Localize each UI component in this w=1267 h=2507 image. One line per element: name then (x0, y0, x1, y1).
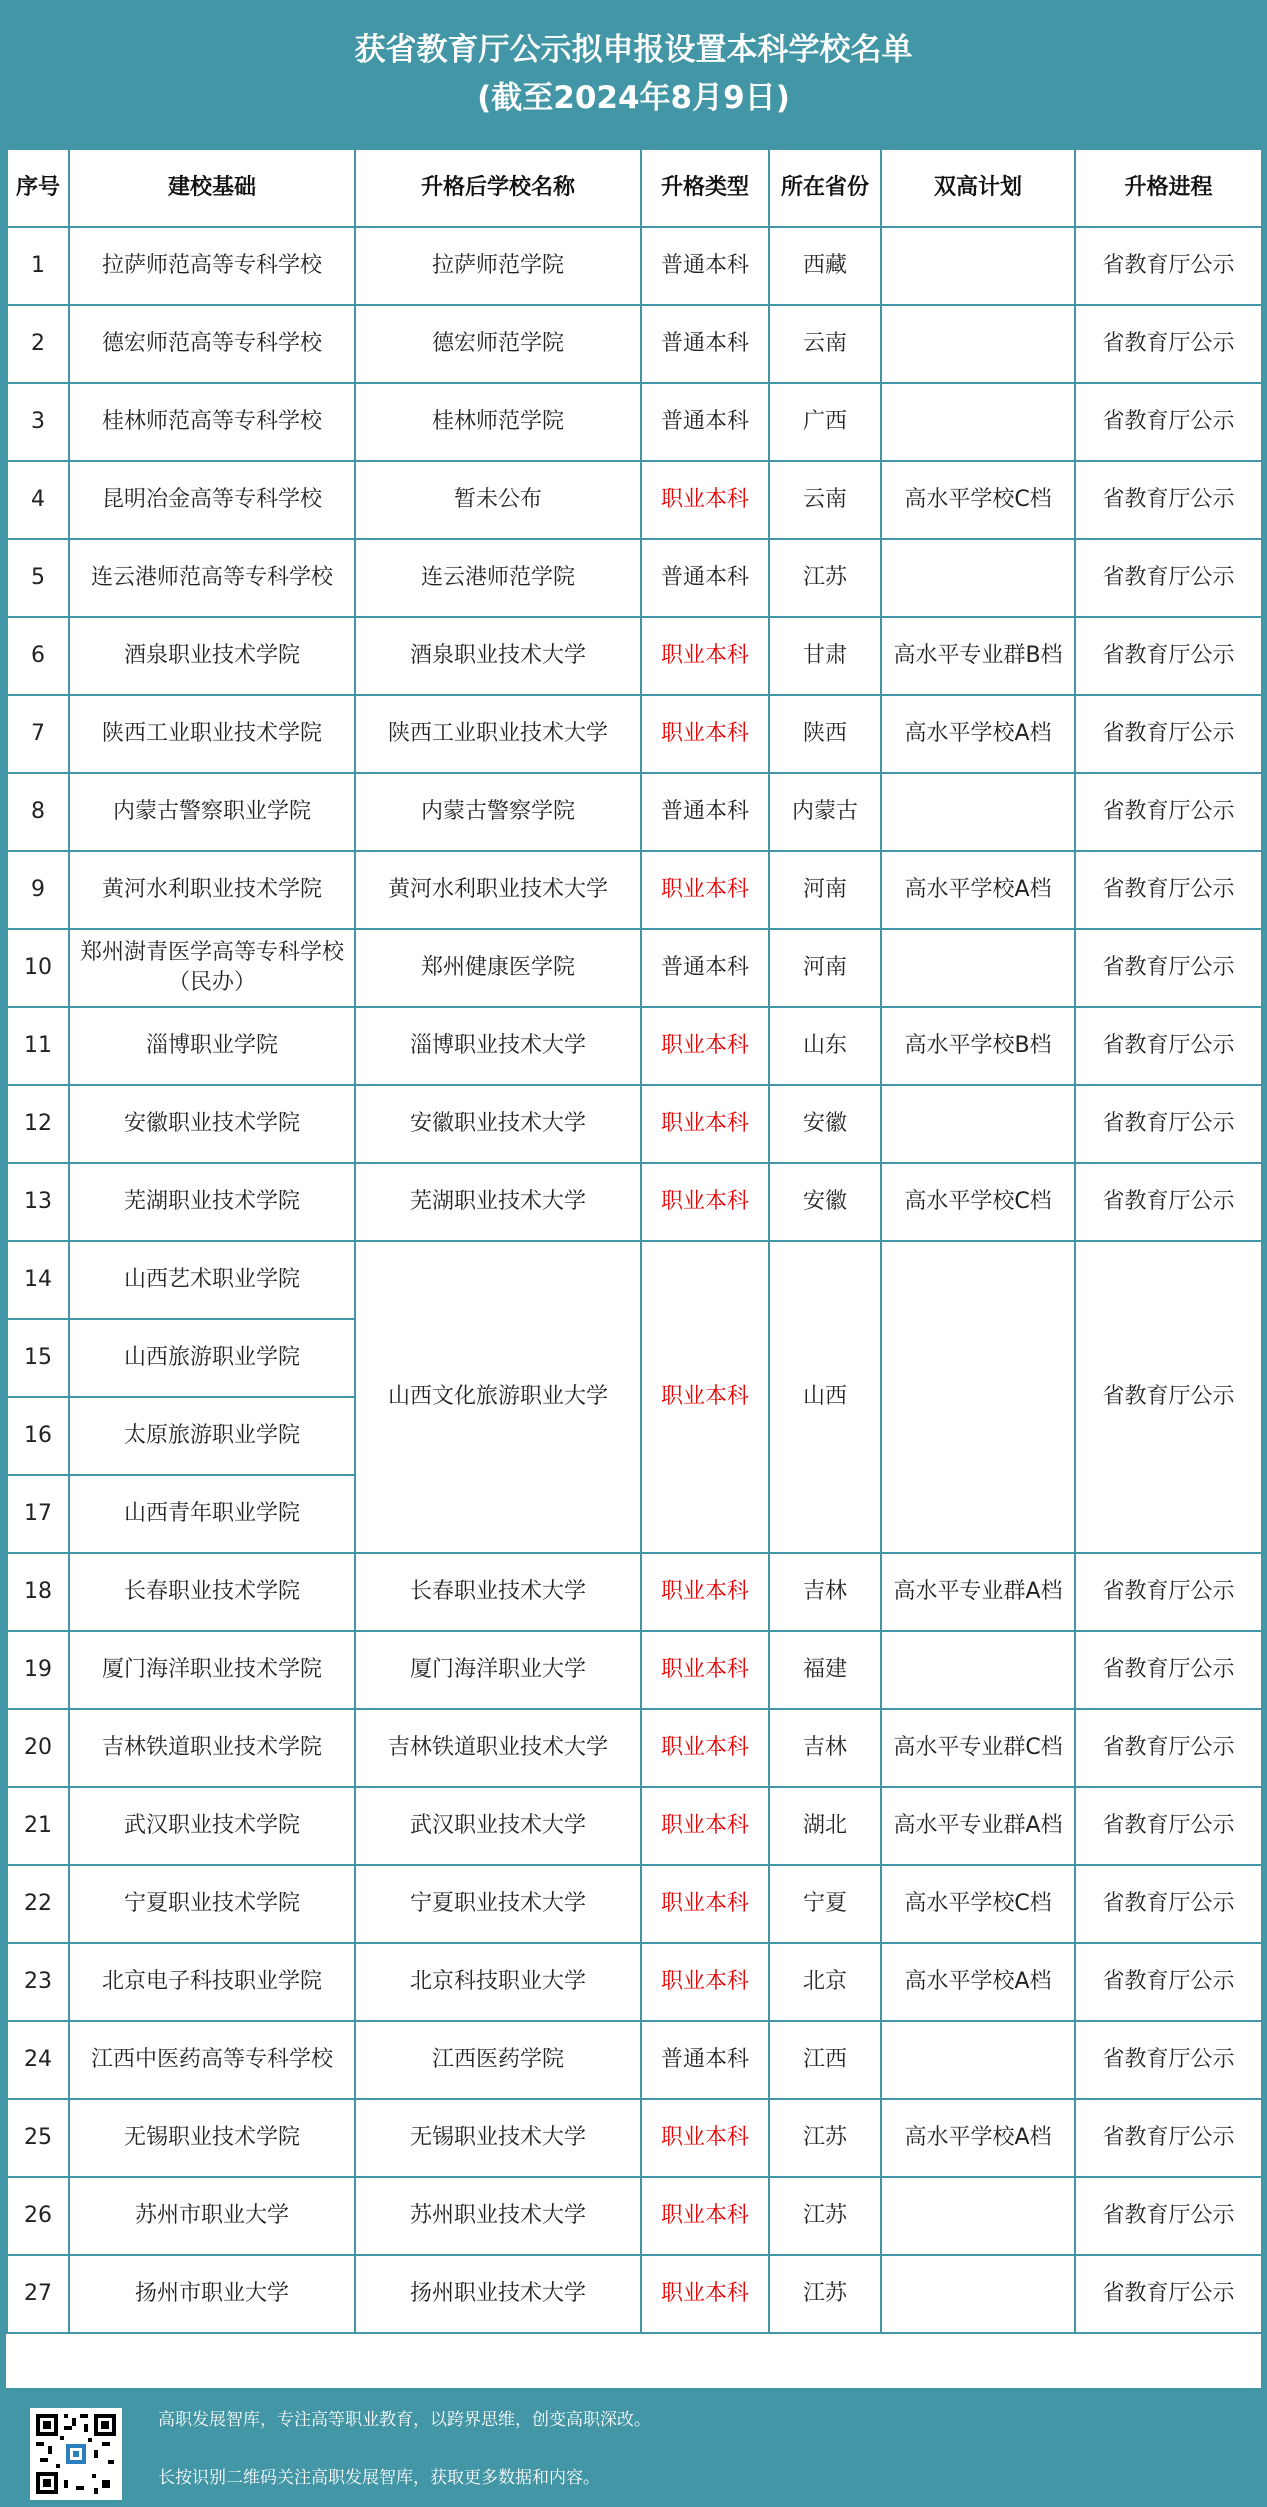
row-no: 3 (7, 383, 69, 461)
row-base: 无锡职业技术学院 (69, 2099, 355, 2177)
row-province: 山西 (769, 1241, 881, 1553)
row-province: 北京 (769, 1943, 881, 2021)
row-new-name: 黄河水利职业技术大学 (355, 851, 641, 929)
row-no: 4 (7, 461, 69, 539)
row-no: 7 (7, 695, 69, 773)
row-plan: 高水平学校A档 (881, 695, 1075, 773)
table-row (7, 1553, 1262, 1631)
table-row (7, 695, 1262, 773)
table-row (7, 2021, 1262, 2099)
row-base: 山西青年职业学院 (69, 1475, 355, 1553)
row-plan (881, 2255, 1075, 2333)
table-row (7, 929, 1262, 1007)
row-progress: 省教育厅公示 (1075, 1007, 1262, 1085)
row-no: 24 (7, 2021, 69, 2099)
row-type: 职业本科 (641, 1631, 769, 1709)
row-new-name: 厦门海洋职业大学 (355, 1631, 641, 1709)
table-container (6, 148, 1261, 2388)
table-row (7, 1787, 1262, 1865)
row-type: 职业本科 (641, 1943, 769, 2021)
row-base: 连云港师范高等专科学校 (69, 539, 355, 617)
row-progress: 省教育厅公示 (1075, 773, 1262, 851)
row-plan (881, 227, 1075, 305)
header-type: 升格类型 (641, 149, 769, 227)
row-province: 吉林 (769, 1709, 881, 1787)
row-base: 德宏师范高等专科学校 (69, 305, 355, 383)
row-base: 安徽职业技术学院 (69, 1085, 355, 1163)
table-row (7, 773, 1262, 851)
page-title (0, 0, 1267, 148)
row-base: 苏州市职业大学 (69, 2177, 355, 2255)
row-no: 23 (7, 1943, 69, 2021)
row-plan (881, 1631, 1075, 1709)
header-no: 序号 (7, 149, 69, 227)
row-no: 13 (7, 1163, 69, 1241)
row-base: 桂林师范高等专科学校 (69, 383, 355, 461)
row-progress: 省教育厅公示 (1075, 1787, 1262, 1865)
row-no: 8 (7, 773, 69, 851)
row-no: 15 (7, 1319, 69, 1397)
row-type: 职业本科 (641, 2255, 769, 2333)
row-no: 17 (7, 1475, 69, 1553)
table-row (7, 1709, 1262, 1787)
row-progress: 省教育厅公示 (1075, 539, 1262, 617)
row-progress: 省教育厅公示 (1075, 1709, 1262, 1787)
row-no: 26 (7, 2177, 69, 2255)
row-base: 内蒙古警察职业学院 (69, 773, 355, 851)
row-plan: 高水平专业群B档 (881, 617, 1075, 695)
row-progress: 省教育厅公示 (1075, 2177, 1262, 2255)
row-type: 普通本科 (641, 539, 769, 617)
row-province: 福建 (769, 1631, 881, 1709)
row-no: 22 (7, 1865, 69, 1943)
row-new-name: 武汉职业技术大学 (355, 1787, 641, 1865)
row-new-name: 拉萨师范学院 (355, 227, 641, 305)
row-province: 湖北 (769, 1787, 881, 1865)
row-new-name: 无锡职业技术大学 (355, 2099, 641, 2177)
row-base: 宁夏职业技术学院 (69, 1865, 355, 1943)
row-new-name: 苏州职业技术大学 (355, 2177, 641, 2255)
title-line-1: 获省教育厅公示拟申报设置本科学校名单 (354, 32, 913, 68)
table-row (7, 2255, 1262, 2333)
table-row (7, 1085, 1262, 1163)
row-base: 扬州市职业大学 (69, 2255, 355, 2333)
row-base: 山西艺术职业学院 (69, 1241, 355, 1319)
table-row (7, 1241, 1262, 1319)
row-base: 芜湖职业技术学院 (69, 1163, 355, 1241)
table-row (7, 461, 1262, 539)
footer-line-1: 高职发展智库，专注高等职业教育，以跨界思维，创变高职深改。 (158, 2410, 651, 2430)
row-no: 12 (7, 1085, 69, 1163)
row-plan: 高水平学校B档 (881, 1007, 1075, 1085)
row-base: 山西旅游职业学院 (69, 1319, 355, 1397)
table-body (7, 227, 1262, 2333)
row-base: 厦门海洋职业技术学院 (69, 1631, 355, 1709)
row-base: 陕西工业职业技术学院 (69, 695, 355, 773)
row-base: 太原旅游职业学院 (69, 1397, 355, 1475)
row-plan: 高水平学校C档 (881, 461, 1075, 539)
table-row (7, 1163, 1262, 1241)
row-new-name: 德宏师范学院 (355, 305, 641, 383)
row-province: 云南 (769, 305, 881, 383)
row-new-name: 吉林铁道职业技术大学 (355, 1709, 641, 1787)
table-header-row (7, 149, 1262, 227)
row-base: 淄博职业学院 (69, 1007, 355, 1085)
table-row (7, 227, 1262, 305)
table-row (7, 1865, 1262, 1943)
row-new-name: 芜湖职业技术大学 (355, 1163, 641, 1241)
row-no: 10 (7, 929, 69, 1007)
row-progress: 省教育厅公示 (1075, 929, 1262, 1007)
row-base: 郑州澍青医学高等专科学校（民办） (69, 929, 355, 1007)
row-type: 职业本科 (641, 1709, 769, 1787)
row-base: 长春职业技术学院 (69, 1553, 355, 1631)
row-base: 北京电子科技职业学院 (69, 1943, 355, 2021)
row-new-name: 北京科技职业大学 (355, 1943, 641, 2021)
row-no: 14 (7, 1241, 69, 1319)
row-new-name: 暂未公布 (355, 461, 641, 539)
table-row (7, 2177, 1262, 2255)
row-no: 19 (7, 1631, 69, 1709)
row-no: 21 (7, 1787, 69, 1865)
row-type: 职业本科 (641, 2177, 769, 2255)
row-type: 普通本科 (641, 773, 769, 851)
header-base: 建校基础 (69, 149, 355, 227)
row-province: 江苏 (769, 539, 881, 617)
row-type: 职业本科 (641, 1865, 769, 1943)
row-new-name: 江西医药学院 (355, 2021, 641, 2099)
row-progress: 省教育厅公示 (1075, 1865, 1262, 1943)
row-no: 5 (7, 539, 69, 617)
row-new-name: 山西文化旅游职业大学 (355, 1241, 641, 1553)
row-type: 普通本科 (641, 2021, 769, 2099)
row-plan (881, 1085, 1075, 1163)
table-row (7, 1007, 1262, 1085)
row-province: 江西 (769, 2021, 881, 2099)
row-plan: 高水平专业群C档 (881, 1709, 1075, 1787)
title-line-2: (截至2024年8月9日) (477, 80, 790, 116)
header-progress: 升格进程 (1075, 149, 1262, 227)
row-progress: 省教育厅公示 (1075, 1241, 1262, 1553)
row-progress: 省教育厅公示 (1075, 383, 1262, 461)
row-plan: 高水平学校A档 (881, 1943, 1075, 2021)
row-new-name: 郑州健康医学院 (355, 929, 641, 1007)
row-plan (881, 305, 1075, 383)
schools-table (6, 148, 1263, 2334)
row-plan (881, 1241, 1075, 1553)
row-province: 河南 (769, 851, 881, 929)
row-base: 昆明冶金高等专科学校 (69, 461, 355, 539)
row-type: 职业本科 (641, 1241, 769, 1553)
row-progress: 省教育厅公示 (1075, 2255, 1262, 2333)
row-new-name: 扬州职业技术大学 (355, 2255, 641, 2333)
row-plan: 高水平学校A档 (881, 851, 1075, 929)
row-province: 江苏 (769, 2255, 881, 2333)
row-progress: 省教育厅公示 (1075, 1631, 1262, 1709)
row-type: 职业本科 (641, 851, 769, 929)
row-type: 普通本科 (641, 929, 769, 1007)
row-progress: 省教育厅公示 (1075, 227, 1262, 305)
header-province: 所在省份 (769, 149, 881, 227)
row-province: 吉林 (769, 1553, 881, 1631)
row-type: 普通本科 (641, 227, 769, 305)
table-row (7, 305, 1262, 383)
row-plan (881, 383, 1075, 461)
table-row (7, 851, 1262, 929)
row-province: 内蒙古 (769, 773, 881, 851)
row-base: 武汉职业技术学院 (69, 1787, 355, 1865)
row-plan (881, 2177, 1075, 2255)
row-type: 职业本科 (641, 617, 769, 695)
row-progress: 省教育厅公示 (1075, 1553, 1262, 1631)
row-new-name: 连云港师范学院 (355, 539, 641, 617)
row-base: 酒泉职业技术学院 (69, 617, 355, 695)
table-row (7, 617, 1262, 695)
row-province: 山东 (769, 1007, 881, 1085)
row-progress: 省教育厅公示 (1075, 1163, 1262, 1241)
row-no: 16 (7, 1397, 69, 1475)
table-row (7, 2099, 1262, 2177)
row-no: 1 (7, 227, 69, 305)
row-province: 西藏 (769, 227, 881, 305)
row-province: 安徽 (769, 1163, 881, 1241)
footer-line-2: 长按识别二维码关注高职发展智库，获取更多数据和内容。 (158, 2468, 600, 2488)
row-type: 普通本科 (641, 383, 769, 461)
row-base: 江西中医药高等专科学校 (69, 2021, 355, 2099)
row-new-name: 陕西工业职业技术大学 (355, 695, 641, 773)
row-plan (881, 929, 1075, 1007)
table-row (7, 383, 1262, 461)
row-no: 20 (7, 1709, 69, 1787)
row-plan: 高水平学校C档 (881, 1865, 1075, 1943)
row-base: 黄河水利职业技术学院 (69, 851, 355, 929)
row-new-name: 安徽职业技术大学 (355, 1085, 641, 1163)
row-plan (881, 539, 1075, 617)
row-type: 职业本科 (641, 461, 769, 539)
row-no: 27 (7, 2255, 69, 2333)
row-province: 江苏 (769, 2099, 881, 2177)
row-plan (881, 2021, 1075, 2099)
row-no: 18 (7, 1553, 69, 1631)
row-province: 江苏 (769, 2177, 881, 2255)
row-progress: 省教育厅公示 (1075, 851, 1262, 929)
row-no: 9 (7, 851, 69, 929)
row-progress: 省教育厅公示 (1075, 695, 1262, 773)
footer (0, 2388, 1267, 2507)
row-no: 6 (7, 617, 69, 695)
row-province: 河南 (769, 929, 881, 1007)
row-province: 安徽 (769, 1085, 881, 1163)
row-new-name: 内蒙古警察学院 (355, 773, 641, 851)
row-new-name: 宁夏职业技术大学 (355, 1865, 641, 1943)
row-progress: 省教育厅公示 (1075, 461, 1262, 539)
table-row (7, 1631, 1262, 1709)
header-new-name: 升格后学校名称 (355, 149, 641, 227)
row-no: 25 (7, 2099, 69, 2177)
row-progress: 省教育厅公示 (1075, 617, 1262, 695)
row-new-name: 淄博职业技术大学 (355, 1007, 641, 1085)
row-province: 云南 (769, 461, 881, 539)
table-row (7, 539, 1262, 617)
row-type: 职业本科 (641, 1163, 769, 1241)
row-progress: 省教育厅公示 (1075, 2021, 1262, 2099)
row-base: 拉萨师范高等专科学校 (69, 227, 355, 305)
qr-code-icon (30, 2408, 122, 2500)
row-new-name: 酒泉职业技术大学 (355, 617, 641, 695)
row-province: 宁夏 (769, 1865, 881, 1943)
qr-code-graphic (32, 2410, 120, 2498)
row-plan (881, 773, 1075, 851)
row-new-name: 桂林师范学院 (355, 383, 641, 461)
row-type: 职业本科 (641, 1007, 769, 1085)
row-progress: 省教育厅公示 (1075, 1085, 1262, 1163)
row-province: 甘肃 (769, 617, 881, 695)
header-plan: 双高计划 (881, 149, 1075, 227)
row-plan: 高水平学校A档 (881, 2099, 1075, 2177)
row-new-name: 长春职业技术大学 (355, 1553, 641, 1631)
row-type: 职业本科 (641, 2099, 769, 2177)
row-type: 职业本科 (641, 695, 769, 773)
row-type: 职业本科 (641, 1787, 769, 1865)
table-row (7, 1943, 1262, 2021)
row-no: 2 (7, 305, 69, 383)
row-no: 11 (7, 1007, 69, 1085)
row-plan: 高水平学校C档 (881, 1163, 1075, 1241)
row-plan: 高水平专业群A档 (881, 1553, 1075, 1631)
row-base: 吉林铁道职业技术学院 (69, 1709, 355, 1787)
row-type: 职业本科 (641, 1553, 769, 1631)
row-progress: 省教育厅公示 (1075, 305, 1262, 383)
row-plan: 高水平专业群A档 (881, 1787, 1075, 1865)
row-province: 广西 (769, 383, 881, 461)
row-progress: 省教育厅公示 (1075, 1943, 1262, 2021)
row-type: 职业本科 (641, 1085, 769, 1163)
row-province: 陕西 (769, 695, 881, 773)
row-type: 普通本科 (641, 305, 769, 383)
row-progress: 省教育厅公示 (1075, 2099, 1262, 2177)
